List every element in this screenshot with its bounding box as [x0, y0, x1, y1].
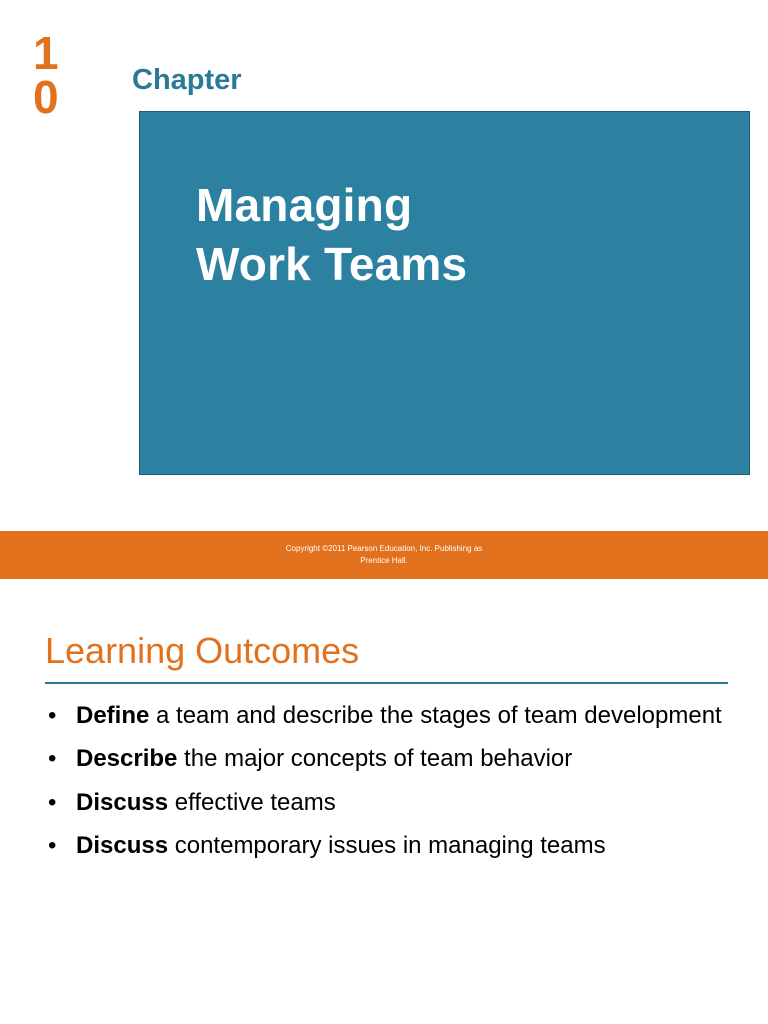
list-item	[40, 695, 740, 736]
list-item-rest: the major concepts of team behavior	[177, 745, 573, 773]
chapter-number-digit-2: 0	[33, 70, 59, 123]
list-item-lead: Discuss	[76, 831, 169, 859]
list-item	[40, 825, 740, 866]
list-item	[40, 782, 740, 823]
list-item-rest: contemporary issues in managing teams	[168, 831, 606, 859]
chapter-number	[33, 27, 103, 123]
copyright-line-1: Copyright ©2011 Pearson Education, Inc. Publishing as	[285, 544, 483, 554]
list-item	[40, 738, 740, 779]
title-divider	[45, 682, 728, 684]
list-item-lead: Discuss	[76, 788, 169, 816]
learning-outcomes-list	[40, 695, 740, 868]
learning-outcomes-slide	[0, 590, 768, 1024]
page-title: Learning Outcomes	[45, 630, 360, 672]
list-item-lead: Define	[76, 702, 150, 729]
copyright-line-2: Prentice Hall.	[360, 556, 408, 565]
slide-title-line-2: Work Teams	[196, 237, 468, 290]
title-panel	[139, 111, 750, 475]
slide-title-text	[196, 176, 467, 294]
copyright-text	[286, 543, 483, 566]
list-item-rest: a team and describe the stages of team development	[149, 702, 722, 729]
list-item-lead: Describe	[76, 745, 178, 773]
list-item-rest: effective teams	[168, 788, 336, 816]
copyright-bar	[0, 531, 768, 579]
chapter-label: Chapter	[132, 64, 242, 96]
chapter-number-digit-1: 1	[33, 27, 59, 79]
slide-title-line-1: Managing	[196, 179, 413, 231]
